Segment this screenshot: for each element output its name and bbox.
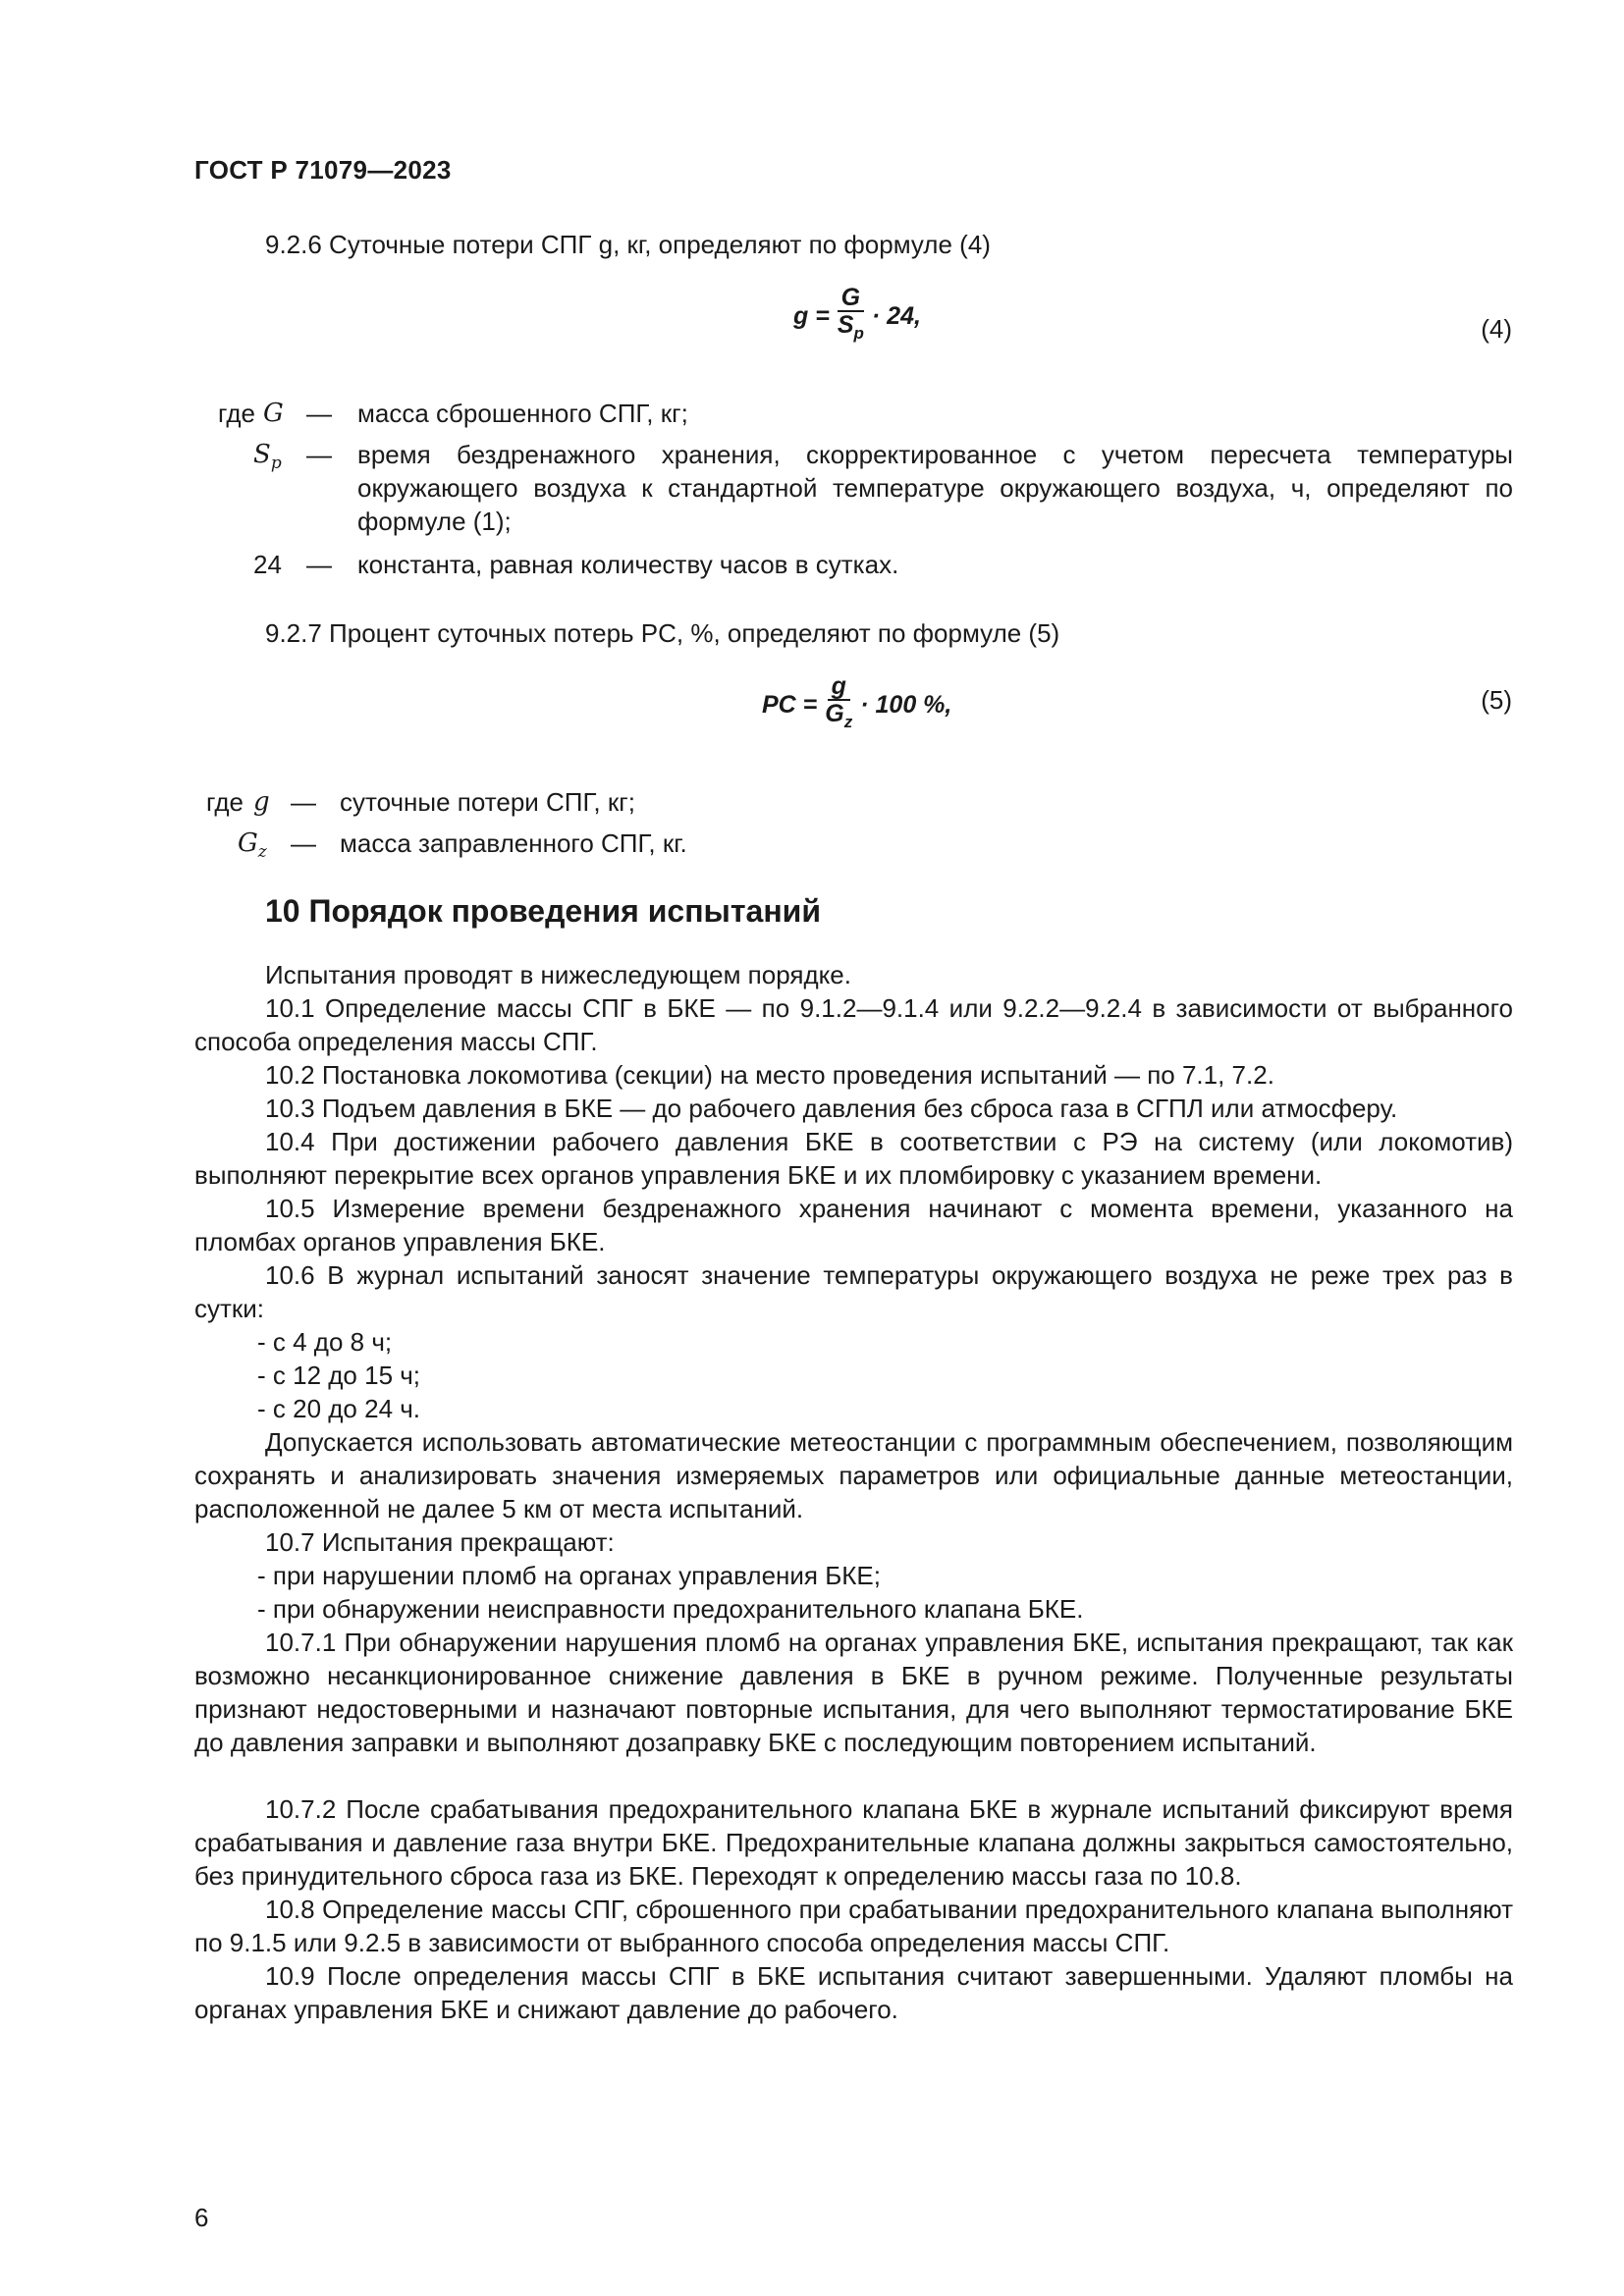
clause-10-3: 10.3 Подъем давления в БКЕ — до рабочего давления без сброса газа в СГПЛ или атмосферу.	[265, 1094, 1398, 1123]
formula-4	[793, 285, 921, 347]
legend-description: масса заправленного СПГ, кг.	[340, 828, 687, 858]
clause-10-8: 10.8 Определение массы СПГ, сброшенного при срабатывании предохранительного клапана выполняют по 9.1.5 или 9.2.5 в зависимости от выбранного способа определения массы СПГ.	[194, 1895, 1513, 1957]
page-number: 6	[194, 2203, 209, 2232]
clause-9-2-7: 9.2.7 Процент суточных потерь PC, %, определяют по формуле (5)	[265, 618, 1060, 648]
formula-4-number: (4)	[1481, 314, 1512, 344]
legend-symbol: 24	[253, 550, 282, 579]
legend-symbol: g	[253, 787, 270, 817]
legend-description: константа, равная количеству часов в сутках.	[357, 550, 899, 579]
clause-10-9: 10.9 После определения массы СПГ в БКЕ испытания считают завершенными. Удаляют пломбы на органах управления БКЕ и снижают давление до рабочего.	[194, 1961, 1513, 2024]
legend-symbol: $S_p$	[253, 440, 282, 474]
legend-dash: —	[306, 440, 332, 469]
section-intro: Испытания проводят в нижеследующем порядке.	[265, 960, 851, 989]
where-label: где	[218, 399, 255, 428]
clause-10-1: 10.1 Определение массы СПГ в БКЕ — по 9.1.2—9.1.4 или 9.2.2—9.2.4 в зависимости от выбранного способа определения массы СПГ.	[194, 993, 1513, 1056]
list-item: - с 12 до 15 ч;	[257, 1361, 421, 1390]
formula-5-fraction	[821, 673, 856, 735]
where-label: где	[206, 787, 244, 817]
legend-dash: —	[291, 828, 316, 858]
legend-dash: —	[306, 399, 332, 428]
list-item: - с 4 до 8 ч;	[257, 1327, 393, 1357]
legend-description: масса сброшенного СПГ, кг;	[357, 399, 688, 428]
formula-4-denominator: $S_p$	[837, 311, 864, 343]
formula-5	[762, 673, 951, 735]
formula-5-rest: · 100 %,	[860, 690, 952, 719]
legend-symbol: $G_z$	[238, 828, 267, 863]
list-item: - с 20 до 24 ч.	[257, 1394, 421, 1423]
formula-4-numerator: G	[838, 285, 864, 312]
legend-dash: —	[291, 787, 316, 817]
formula-4-lhs: g =	[793, 301, 830, 330]
clause-10-7-1: 10.7.1 При обнаружении нарушения пломб на органах управления БКЕ, испытания прекращают, так как возможно несанкционированное снижение давления в БКЕ в ручном режиме. Полученные результаты признают недостоверными и назначают повторные испытания, для чего выполняют термостатирование БКЕ до давления заправки и выполняют дозаправку БКЕ с последующим повторением испытаний.	[194, 1628, 1513, 1757]
formula-5-numerator: g	[828, 673, 850, 701]
formula-5-denominator: $G_z$	[825, 700, 853, 731]
formula-5-lhs: PC =	[762, 690, 818, 719]
document-header: ГОСТ Р 71079—2023	[194, 155, 452, 185]
clause-10-7-2: 10.7.2 После срабатывания предохранительного клапана БКЕ в журнале испытаний фиксируют время срабатывания и давление газа внутри БКЕ. Предохранительные клапана должны закрыться самостоятельно, без принудительного сброса газа из БКЕ. Переходят к определению массы газа по 10.8.	[194, 1794, 1513, 1891]
clause-10-7: 10.7 Испытания прекращают:	[265, 1527, 615, 1557]
formula-5-number: (5)	[1481, 685, 1512, 715]
legend-dash: —	[306, 550, 332, 579]
legend-symbol: G	[263, 399, 284, 428]
clause-10-2: 10.2 Постановка локомотива (секции) на место проведения испытаний — по 7.1, 7.2.	[265, 1060, 1274, 1090]
clause-10-6: 10.6 В журнал испытаний заносят значение температуры окружающего воздуха не реже трех раз в сутки:	[194, 1260, 1513, 1323]
legend-description: суточные потери СПГ, кг;	[340, 787, 635, 817]
legend-description: время бездренажного хранения, скорректированное с учетом пересчета температуры окружающего воздуха к стандартной температуре окружающего воздуха, ч, определяют по формуле (1);	[357, 440, 1513, 536]
clause-10-4: 10.4 При достижении рабочего давления БКЕ в соответствии с РЭ на систему (или локомотив) выполняют перекрытие всех органов управления БКЕ и их пломбировку с указанием времени.	[194, 1127, 1513, 1190]
formula-4-fraction	[834, 285, 868, 347]
list-item: - при нарушении пломб на органах управления БКЕ;	[257, 1561, 881, 1590]
list-item: - при обнаружении неисправности предохранительного клапана БКЕ.	[257, 1594, 1084, 1624]
clause-9-2-6: 9.2.6 Суточные потери СПГ g, кг, определяют по формуле (4)	[265, 230, 991, 259]
formula-4-rest: · 24,	[871, 301, 921, 330]
section-title: 10 Порядок проведения испытаний	[265, 893, 821, 929]
allowance-paragraph: Допускается использовать автоматические метеостанции с программным обеспечением, позволяющим сохранять и анализировать значения измеряемых параметров или официальные данные метеостанции, расположенной не далее 5 км от места испытаний.	[194, 1427, 1513, 1523]
clause-10-5: 10.5 Измерение времени бездренажного хранения начинают с момента времени, указанного на пломбах органов управления БКЕ.	[194, 1194, 1513, 1256]
